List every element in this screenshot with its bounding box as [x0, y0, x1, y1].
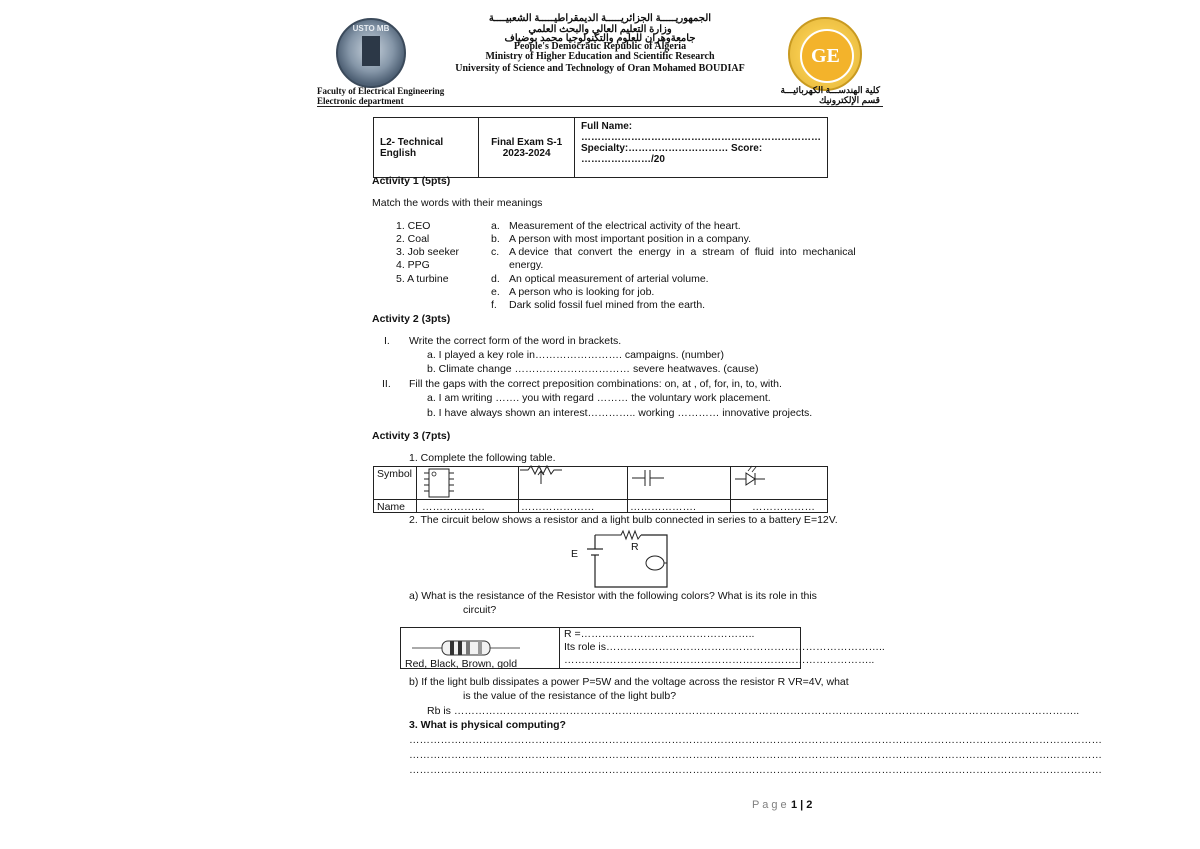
role-answer-continued[interactable]: ……………………………………………………………………………..	[564, 654, 875, 666]
dept-ar: قسم الإلكترونيك	[818, 95, 880, 105]
symbol-label: Symbol	[377, 468, 413, 480]
activity2-part1-num: I.	[384, 335, 390, 347]
header-ar-line2: وزارة التعليم العالي والبحث العلمي	[528, 24, 672, 35]
activity3-q3: 3. What is physical computing?	[409, 719, 566, 731]
meaning-text: A person who is looking for job.	[509, 286, 655, 298]
question-a-line2: circuit?	[463, 604, 497, 616]
led-icon	[733, 463, 769, 489]
answer-line[interactable]: ………………………………………………………………………………………………………………………………………………………………………………	[409, 734, 1102, 746]
activity2-part1: Write the correct form of the word in brackets.	[409, 335, 622, 347]
activity3-q1: 1. Complete the following table.	[409, 452, 556, 464]
meaning-text: energy.	[509, 259, 544, 271]
activity2-part2-num: II.	[382, 378, 391, 390]
university-logo	[336, 18, 406, 88]
activity1-instruction: Match the words with their meanings	[372, 197, 543, 209]
faculty-en: Faculty of Electrical Engineering	[317, 86, 445, 96]
header-ar-line1: الجمهوريـــــة الجزائريـــــة الديمقراطيـــــة الشعبيــــة	[488, 13, 712, 24]
university-logo-text: USTO MB	[352, 24, 390, 33]
name-label: Name	[377, 501, 406, 513]
faculty-ar: كلية الهندســـة الكهربائيـــة	[780, 85, 880, 95]
question-b-line1: b) If the light bulb dissipates a power P=5W and the voltage across the resistor R VR=4V, what	[409, 676, 849, 688]
meaning-text: Measurement of the electrical activity of the heart.	[509, 220, 741, 232]
full-name-field[interactable]: Full Name: ………………………………………………………………	[575, 118, 828, 144]
activity2-title: Activity 2 (3pts)	[372, 313, 451, 325]
list-item: 2. Coal	[396, 233, 430, 245]
meaning-letter: e.	[491, 286, 500, 298]
meaning-text: An optical measurement of arterial volume.	[509, 273, 709, 285]
question-a-line1: a) What is the resistance of the Resistor with the following colors? What is its role in this	[409, 590, 817, 602]
resistor-label: R	[631, 541, 639, 553]
list-item: 5. A turbine	[396, 273, 449, 285]
question-b-line2: is the value of the resistance of the light bulb?	[463, 690, 677, 702]
resistor-colors: Red, Black, Brown, gold	[405, 658, 518, 670]
faculty-logo: GE	[788, 17, 862, 91]
meaning-letter: c.	[491, 246, 500, 258]
resistor-color-icon	[412, 639, 520, 657]
activity2-item: b. I have always shown an interest………….. working ………… innovative projects.	[427, 407, 813, 419]
page-number: 1 | 2	[791, 799, 813, 811]
list-item: 3. Job seeker	[396, 246, 460, 258]
header-en-line1: People's Democratic Republic of Algeria	[513, 41, 687, 52]
rb-answer[interactable]: Rb is ……………………………………………………………………………………………………………………………………………………………..	[427, 705, 1080, 717]
resistance-answer[interactable]: R =…………………………………………..	[564, 628, 755, 640]
exam-title: Final Exam S-1	[491, 136, 563, 148]
list-item: 1. CEO	[396, 220, 431, 232]
name-cell[interactable]: …………………	[521, 501, 595, 513]
list-item: 4. PPG	[396, 259, 430, 271]
meaning-text: A device that convert the energy in a stream of fluid into mechanical	[509, 246, 856, 258]
page-word: P a g e	[752, 799, 787, 811]
activity2-item: a. I am writing ……. you with regard ……… the voluntary work placement.	[427, 392, 771, 404]
meaning-text: Dark solid fossil fuel mined from the earth.	[509, 299, 706, 311]
header-en-line2: Ministry of Higher Education and Scientific Research	[485, 51, 715, 62]
circuit-diagram	[585, 531, 671, 591]
battery-label: E	[571, 548, 579, 560]
meaning-letter: d.	[491, 273, 500, 285]
name-cell[interactable]: ……………….	[630, 501, 696, 513]
ic-chip-icon	[422, 467, 456, 499]
activity3-q2: 2. The circuit below shows a resistor and a light bulb connected in series to a battery E=12V.	[409, 514, 838, 526]
exam-cell	[479, 118, 575, 178]
activity2-part2: Fill the gaps with the correct preposition combinations: on, at , of, for, in, to, with.	[409, 378, 782, 390]
role-answer[interactable]: Its role is……………………………………………………………………..	[564, 641, 885, 653]
name-cell[interactable]: ………………	[422, 501, 485, 513]
specialty-score-field[interactable]: Specialty:………………………… Score: …………………/20	[575, 143, 828, 178]
activity1-title: Activity 1 (5pts)	[372, 175, 451, 187]
activity3-title: Activity 3 (7pts)	[372, 430, 451, 442]
meaning-letter: f.	[491, 299, 497, 311]
meaning-text: A person with most important position in a company.	[509, 233, 752, 245]
capacitor-icon	[630, 467, 666, 487]
header-ar-line3: جامعةوهران للعلوم والتكنولوجيا محمد بوضياف	[504, 33, 696, 44]
answer-line[interactable]: ………………………………………………………………………………………………………………………………………………………………………………	[409, 749, 1102, 761]
header-divider	[317, 106, 883, 107]
exam-header-table	[373, 117, 828, 178]
name-cell[interactable]: ………………	[752, 501, 815, 513]
answer-line[interactable]: ………………………………………………………………………………………………………………………………………………………………………………	[409, 764, 1102, 776]
exam-year: 2023-2024	[502, 147, 551, 159]
header-en-line3: University of Science and Technology of Oran Mohamed BOUDIAF	[455, 63, 745, 74]
activity2-item: a. I played a key role in……………………. campaigns. (number)	[427, 349, 725, 361]
meaning-letter: b.	[491, 233, 500, 245]
potentiometer-icon	[518, 464, 564, 486]
activity2-item: b. Climate change …………………………… severe heatwaves. (cause)	[427, 363, 759, 375]
course-cell: L2- Technical English	[374, 118, 479, 178]
meaning-letter: a.	[491, 220, 500, 232]
dept-en: Electronic department	[317, 96, 404, 106]
